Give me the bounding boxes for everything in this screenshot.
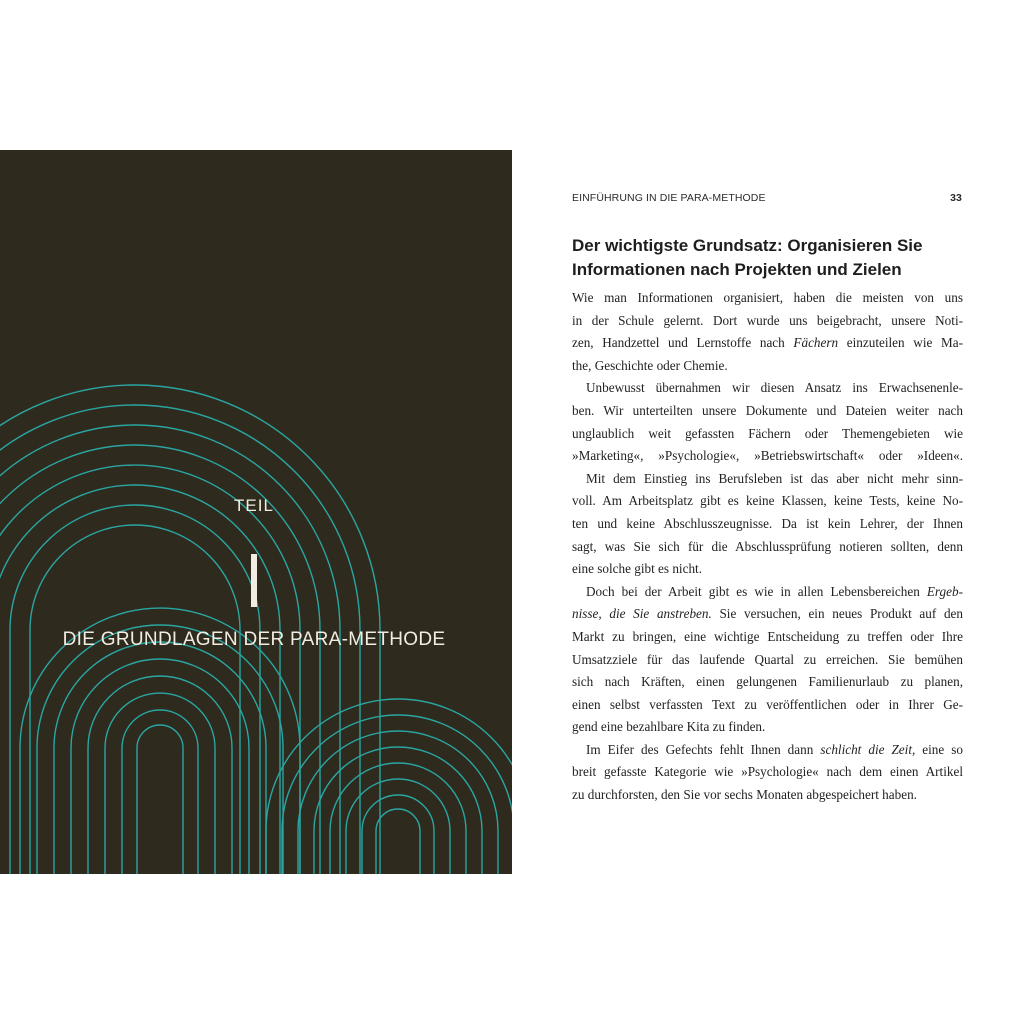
text-line: nisse, die Sie anstreben. Sie versuchen, ein neues Produkt auf den <box>572 606 963 622</box>
text-line: Unbewusst übernahmen wir diesen Ansatz ins Erwachsenenle- <box>586 380 963 396</box>
text-line: ten und keine Abschlusszeugnisse. Da ist kein Lehrer, der Ihnen <box>572 515 963 531</box>
text-line: Im Eifer des Gefechts fehlt Ihnen dann schlicht die Zeit, eine so <box>586 741 963 757</box>
text-line: »Marketing«, »Psychologie«, »Betriebswirtschaft« oder »Ideen«. <box>572 448 963 464</box>
section-heading <box>572 234 972 282</box>
text-line: sich nach Kräften, einen gelungenen Familienurlaub zu planen, <box>572 674 963 690</box>
arch-line <box>137 725 183 874</box>
arch-line <box>54 642 266 874</box>
arch-line <box>10 505 260 874</box>
arch-line <box>266 699 512 874</box>
text-line: einen selbst verfassten Text zu veröffentlichen oder in Ihrer Ge- <box>572 696 963 712</box>
arch-line <box>71 659 249 874</box>
text-line: Mit dem Einstieg ins Berufsleben ist das aber nicht mehr sinn- <box>586 470 963 486</box>
emphasis: nisse, die Sie anstreben. <box>572 606 712 622</box>
arch-line <box>362 795 434 874</box>
body-text <box>572 287 963 807</box>
arch-line <box>122 710 198 874</box>
arch-line <box>314 747 482 874</box>
text-line: eine solche gibt es nicht. <box>572 561 703 577</box>
text-line: zu durchforsten, den Sie vor sechs Monaten abgespeichert haben. <box>572 787 917 803</box>
running-head <box>572 192 962 204</box>
part-label: TEIL <box>234 496 274 515</box>
text-line: Wie man Informationen organisiert, haben die meisten von uns <box>572 290 963 305</box>
text-line: unglaublich weit gefassten Fächern oder Themengebieten wie <box>572 425 963 441</box>
text-line: gend eine bezahlbare Kita zu finden. <box>572 719 766 735</box>
section-heading-line: Der wichtigste Grundsatz: Organisieren Sie <box>572 236 923 255</box>
part-title-page <box>0 150 512 874</box>
arch-line <box>88 676 232 874</box>
text-line: the, Geschichte oder Chemie. <box>572 357 728 373</box>
text-line: breit gefasste Kategorie wie »Psychologie« nach dem einen Artikel <box>572 764 963 780</box>
emphasis: Ergeb- <box>926 583 963 599</box>
section-heading-line: Informationen nach Projekten und Zielen <box>572 260 902 279</box>
text-line: voll. Am Arbeitsplatz gibt es keine Klassen, keine Tests, keine No- <box>572 493 963 509</box>
running-head-title: EINFÜHRUNG IN DIE PARA-METHODE <box>572 192 766 204</box>
part-title: DIE GRUNDLAGEN DER PARA-METHODE <box>62 629 446 650</box>
text-line: in der Schule gelernt. Dort wurde uns beigebracht, unsere Noti- <box>572 312 963 328</box>
text-line: Doch bei der Arbeit gibt es wie in allen Lebensbereichen Ergeb- <box>586 583 963 599</box>
part-numeral-one <box>251 554 257 607</box>
page-number: 33 <box>950 192 962 204</box>
text-line: sagt, was Sie sich für die Abschlussprüfung notieren sollten, denn <box>572 538 963 554</box>
text-line: Umsatzziele für das laufende Quartal zu erreichen. Sie bemühen <box>572 651 963 667</box>
text-line: Markt zu bringen, eine wichtige Entscheidung zu treffen oder Ihre <box>572 628 963 644</box>
text-line: ben. Wir unterteilten unsere Dokumente und Dateien weiter nach <box>572 402 963 418</box>
arch-line <box>37 625 283 874</box>
emphasis: schlicht die Zeit, <box>820 741 916 757</box>
arch-line <box>376 809 420 874</box>
arch-line <box>298 731 498 874</box>
arch-line <box>0 485 280 874</box>
text-line: zen, Handzettel und Lernstoffe nach Fächern einzuteilen wie Ma- <box>572 335 963 351</box>
emphasis: Fächern <box>793 335 839 351</box>
